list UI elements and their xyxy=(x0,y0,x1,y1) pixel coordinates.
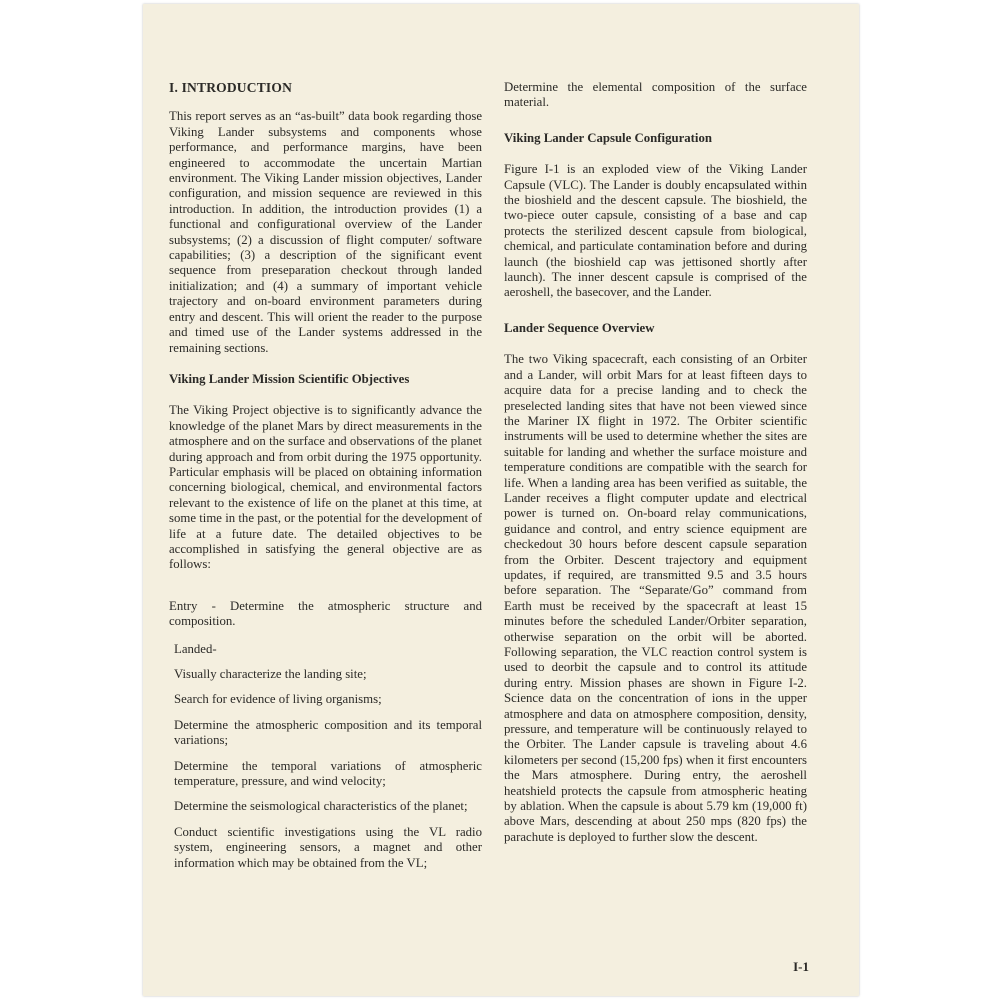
objective-item: Visually characterize the landing site; xyxy=(174,667,367,681)
page-number: I-1 xyxy=(793,959,809,974)
objective-item: Determine the atmospheric composition and its temporal variations; xyxy=(174,717,482,748)
objective-item: Search for evidence of living organisms; xyxy=(174,692,382,707)
document-page xyxy=(143,4,859,996)
right-column xyxy=(504,80,807,861)
objective-item: Determine the seismological characteristics of the planet; xyxy=(174,799,468,814)
sequence-paragraph: The two Viking spacecraft, each consisting of an Orbiter and a Lander, will orbit Mars for at least fifteen days to acquire data for a precise landing and to check the preselected landing sites that have not been viewed since the Mariner IX flight in 1972. The Orbiter scientific instruments will be used to determine whether the sites are suitable for landing and whether the surface moisture and temperature conditions are compatible with the search for life. When a landing area has been verified as suitable, the Lander receives a flight computer update and electrical power is turned on. On-board relay communications, guidance and control, and entry science equipment are checkedout 30 hours before descent capsule separation from the Orbiter. Descent trajectory and equipment updates, if required, are transmitted 9.5 and 3.5 hours before separation. The “Separate/Go” command from Earth must be received by the spacecraft at least 15 minutes before the scheduled Lander/Orbiter separation, otherwise separation on the orbit will be aborted. Following separation, the VLC reaction control system is used to deorbit the capsule and to control its attitude during entry. Mission phases are shown in Figure I-2. Science data on the concentration of ions in the upper atmosphere and data on atmosphere composition, density, pressure, and temperature will be continuously relayed to the Orbiter. The Lander capsule is traveling about 4.6 kilometers per second (15,200 fps) when it first encounters the Mars atmosphere. During entry, the aeroshell heatshield protects the capsule from atmospheric heating by ablation. When the capsule is about 5.79 km (19,000 ft) above Mars, descending at about 250 mps (820 fps) the parachute is deployed to further slow the descent. xyxy=(504,352,807,844)
objective-item: Determine the temporal variations of atmospheric temperature, pressure, and wind velocity; xyxy=(174,758,482,789)
intro-paragraph: This report serves as an “as-built” data book regarding those Viking Lander subsystems and components whose performance, and performance margins, have been engineered to accommodate the uncertain Martian environment. The Viking Lander mission objectives, Lander configuration, and mission sequence are reviewed in this introduction. In addition, the introduction provides (1) a functional and configurational overview of the Lander subsystems; (2) a discussion of flight computer/ software capabilities; (3) a description of the significant event sequence from preseparation checkout through landed initialization; and (4) a summary of important vehicle trajectory and on-board environment parameters during entry and descent. This will orient the reader to the purpose and timed use of the Lander systems addressed in the remaining sections. xyxy=(169,109,482,355)
capsule-heading: Viking Lander Capsule Configuration xyxy=(504,130,712,145)
objectives-heading: Viking Lander Mission Scientific Objectives xyxy=(169,371,410,386)
sequence-heading: Lander Sequence Overview xyxy=(504,320,655,335)
left-column xyxy=(169,80,482,881)
landed-label: Landed- xyxy=(174,641,217,656)
section-heading: I. INTRODUCTION xyxy=(169,80,293,95)
entry-objective: Entry - Determine the atmospheric structure and composition. xyxy=(169,598,482,629)
objectives-paragraph: The Viking Project objective is to significantly advance the knowledge of the planet Mars by direct measurements in the atmosphere and on the surface and observations of the planet during approach and from orbit during the 1975 opportunity. Particular emphasis will be placed on obtaining information concerning biological, chemical, and environmental factors relevant to the existence of life on the planet at this time, at some time in the past, or the potential for the development of life at a future date. The detailed objectives to be accomplished in satisfying the general objective are as follows: xyxy=(169,403,482,572)
objective-item: Conduct scientific investigations using the VL radio system, engineering sensors, a magnet and other information which may be obtained from the VL; xyxy=(174,824,482,870)
capsule-paragraph: Figure I-1 is an exploded view of the Viking Lander Capsule (VLC). The Lander is doubly encapsulated within the bioshield and the descent capsule. The bioshield, the two-piece outer capsule, consisting of a base and cap protects the sterilized descent capsule from biological, chemical, and particulate contamination before and during launch (the bioshield cap was jettisoned shortly after launch). The inner descent capsule is comprised of the aeroshell, the basecover, and the Lander. xyxy=(504,162,807,300)
continuation-paragraph: Determine the elemental composition of the surface material. xyxy=(504,80,807,110)
